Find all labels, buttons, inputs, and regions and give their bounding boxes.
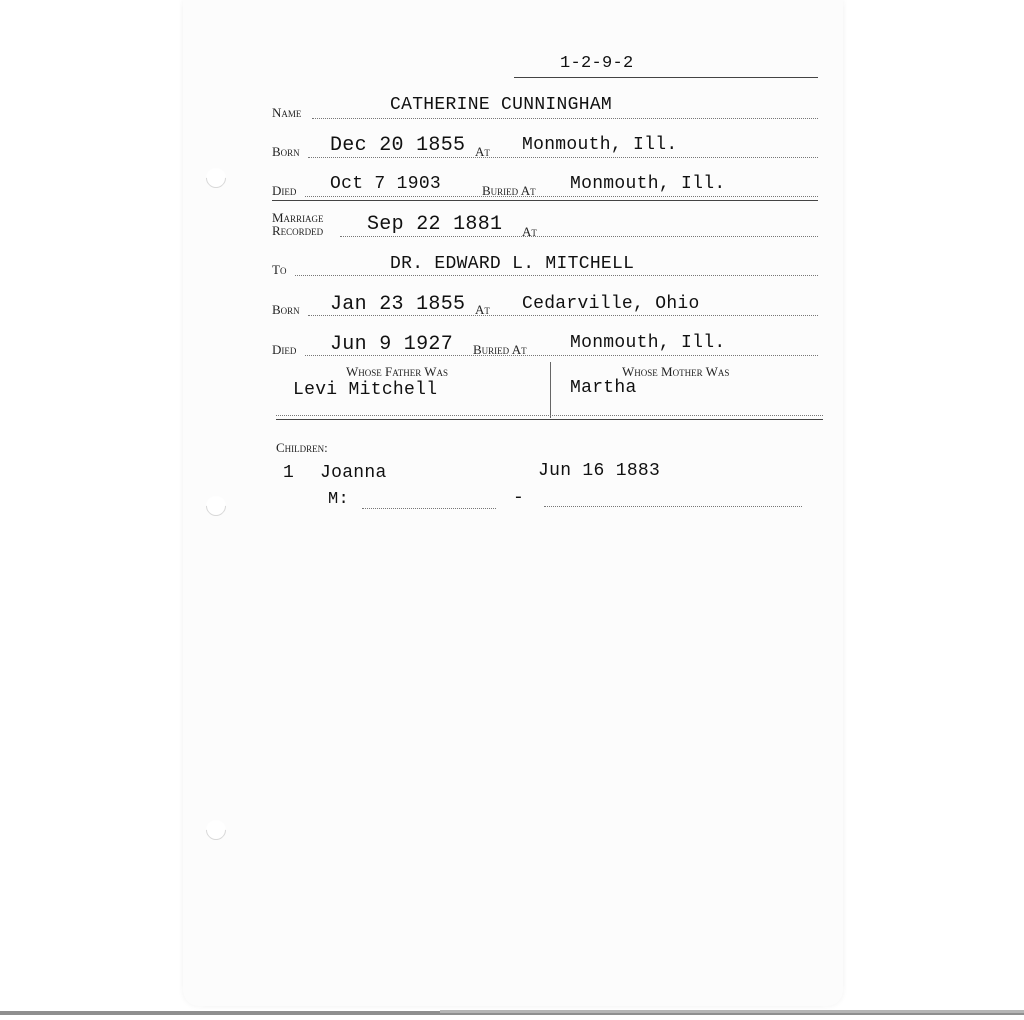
marriage-label: Marriage <box>272 210 324 225</box>
spouse-died-label: Died <box>272 342 297 357</box>
to-line <box>295 275 818 276</box>
spouse-born-label: Born <box>272 302 300 317</box>
child-birth-date: Jun 16 1883 <box>538 461 661 481</box>
born-line <box>308 157 818 158</box>
spouse-name: DR. EDWARD L. MITCHELL <box>390 254 635 274</box>
spouse-mother: Martha <box>570 378 637 398</box>
marriage-at-label: At <box>522 224 537 239</box>
spouse-father: Levi Mitchell <box>293 380 438 400</box>
parents-divider <box>550 362 551 418</box>
subject-buried-place: Monmouth, Ill. <box>570 174 726 194</box>
card-number: 1-2-9-2 <box>560 54 634 73</box>
marriage-line <box>340 236 818 237</box>
spouse-buried-at-label: Buried At <box>473 342 527 357</box>
buried-at-label: Buried At <box>482 183 536 198</box>
children-label: Children: <box>276 440 328 455</box>
child-marriage-label: M: <box>328 490 350 509</box>
recorded-label: Recorded <box>272 223 324 238</box>
child-marriage-line <box>362 508 496 509</box>
born-label: Born <box>272 144 300 159</box>
spouse-born-date: Jan 23 1855 <box>330 293 466 316</box>
mother-label: Whose Mother Was <box>622 364 730 379</box>
died-label: Died <box>272 183 297 198</box>
born-at-label: At <box>475 144 490 159</box>
died-rule <box>272 200 818 201</box>
subject-born-place: Monmouth, Ill. <box>522 135 678 155</box>
to-label: To <box>272 262 287 277</box>
spouse-born-place: Cedarville, Ohio <box>522 294 700 314</box>
father-label: Whose Father Was <box>346 364 449 379</box>
subject-died-date: Oct 7 1903 <box>330 174 442 194</box>
spouse-buried-place: Monmouth, Ill. <box>570 333 726 353</box>
child-name: Joanna <box>320 463 387 483</box>
name-label: Name <box>272 105 302 120</box>
spouse-born-at-label: At <box>475 302 490 317</box>
spouse-died-date: Jun 9 1927 <box>330 333 454 356</box>
viewer-bottom-bar-overlay <box>440 1010 1024 1013</box>
subject-name: CATHERINE CUNNINGHAM <box>390 95 613 115</box>
subject-born-date: Dec 20 1855 <box>330 134 466 157</box>
died-line <box>305 196 818 197</box>
child-marriage-dash: - <box>513 488 525 508</box>
card-number-rule <box>514 77 818 78</box>
parents-dotted-rule <box>276 415 823 416</box>
name-line <box>312 118 818 119</box>
marriage-recorded-date: Sep 22 1881 <box>367 213 503 236</box>
child-number: 1 <box>283 463 295 483</box>
child-marriage-date-line <box>544 506 802 507</box>
parents-rule <box>276 419 823 420</box>
